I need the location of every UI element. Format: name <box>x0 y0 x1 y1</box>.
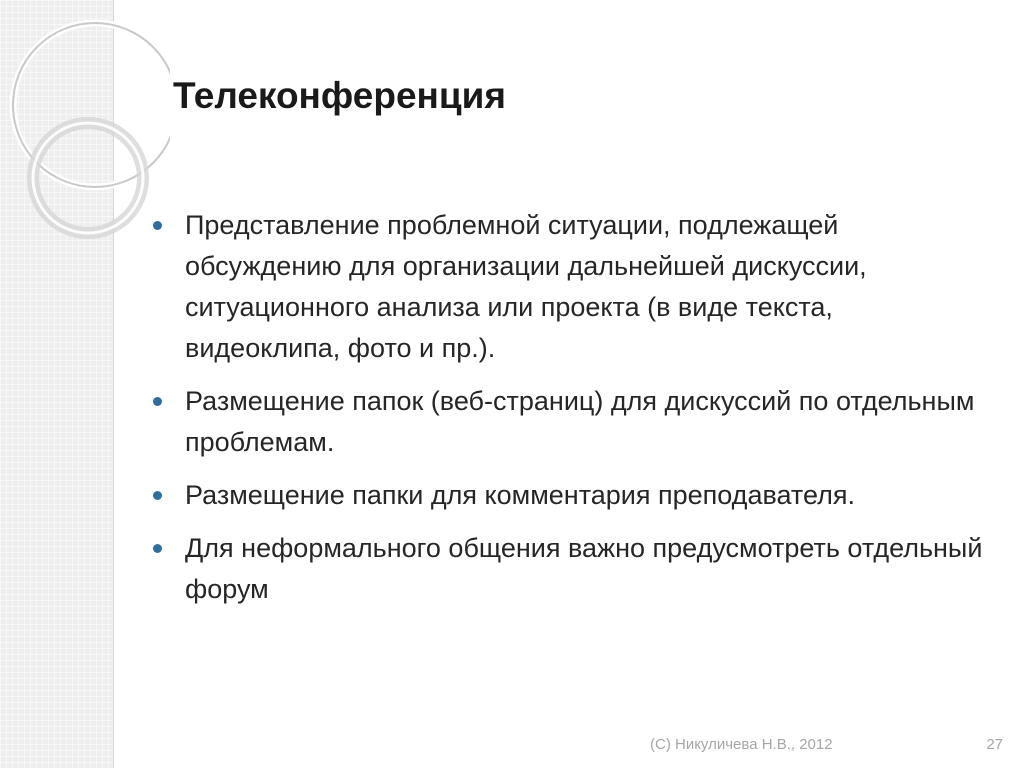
slide-title: Телеконференция <box>173 75 506 116</box>
slide-footer <box>0 733 1024 757</box>
page-number: 27 <box>986 736 1003 753</box>
bullet-text: Представление проблемной ситуации, подлежащей обсуждению для организации дальнейшей дискуссии, ситуационного анализа или проекта (в виде текста, видеоклипа, фото и пр.). <box>185 210 867 363</box>
bullet-item <box>152 475 992 516</box>
bullet-text: Размещение папок (веб-страниц) для дискуссий по отдельным проблемам. <box>185 386 975 457</box>
footer-copyright: (C) Никуличева Н.В., 2012 <box>650 736 833 753</box>
bullet-icon <box>153 491 162 500</box>
bullet-item <box>152 381 992 463</box>
bullet-icon <box>153 544 162 553</box>
decorative-circles <box>0 0 170 260</box>
bullet-icon <box>153 397 162 406</box>
bullet-text: Для неформального общения важно предусмотреть отдельный форум <box>185 533 983 604</box>
bullet-item <box>152 528 992 610</box>
bullet-text: Размещение папки для комментария преподавателя. <box>185 480 855 510</box>
bullet-list <box>152 205 992 622</box>
bullet-item <box>152 205 992 369</box>
bullet-icon <box>153 221 162 230</box>
